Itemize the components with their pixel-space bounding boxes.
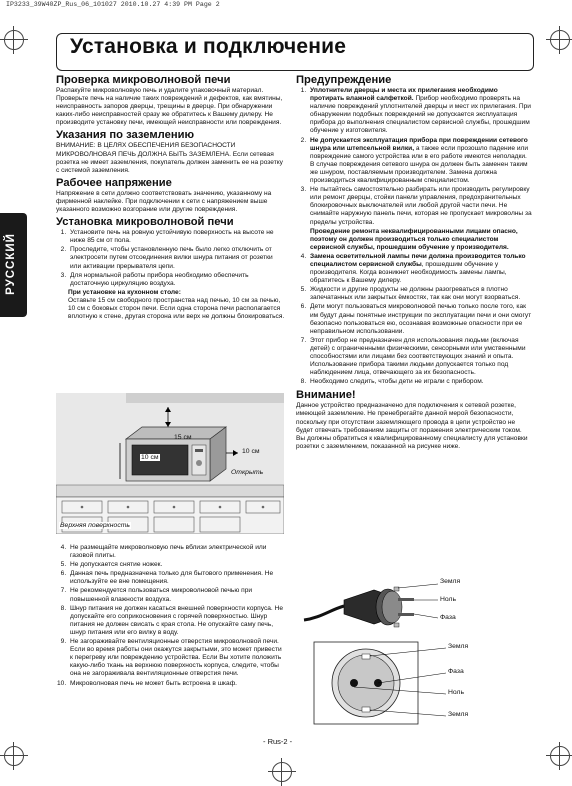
- list-item: 2. Проследите, чтобы установленную печь было легко отключить от электросети путем отсоединения вилки шнура питания от розетки или активации прерывателя цепи.: [68, 246, 285, 270]
- print-header-line: IP3233_39W40ZP_Rus_06_101027 2010.10.27 4:39 PM Page 2: [6, 1, 220, 8]
- plug-figure: [300, 576, 536, 636]
- warning-text: , прошедшим обучение у производителя. Когда возникнет необходимость замены лампы, обратитесь к Вашему дилеру.: [310, 260, 507, 285]
- microwave-clearance-illustration: [56, 393, 284, 534]
- list-item: 9. Не загораживайте вентиляционные отверстия микроволновой печи. Если во время работы они окажутся закрытыми, это может привести к перегреву или повреждению устройства. Если Вы хотите положить какую-либо ткань на верхнюю поверхность корпуса, следите, чтобы она не загораживала вентиляционные отверстия печи.: [68, 638, 285, 678]
- socket-label-neutral: Ноль: [448, 689, 465, 696]
- language-tab-label: РУССКИЙ: [5, 233, 17, 295]
- warning-text: Прибор необходимо проверять на наличие повреждений уплотнителей дверцы и мест их прилегания. При обнаружении подобных повреждений не допускается эксплуатация прибора до выполнения специалистом сервисной службы, прошедшим обучение у изготовителя.: [310, 95, 531, 135]
- section-text-voltage: Напряжение в сети должно соответствовать значению, указанному на фирменной наклейке. При подключении к сети с напряжением выше указанного возможно возгорание или другие повреждения.: [56, 189, 272, 214]
- installation-figure: [56, 393, 284, 534]
- warning-bold: Уплотнители дверцы и места их прилегания необходимо протирать влажной салфеткой.: [310, 87, 498, 103]
- warning-bold: Не допускается эксплуатация прибора при повреждении сетевого шнура или штепсельной вилки,: [310, 136, 528, 152]
- clearance-top-label: 15 см: [174, 434, 192, 441]
- attention-text: Данное устройство предназначено для подключения к сетевой розетке, имеющей заземление. Не пренебрегайте данной мерой безопасности, поскольку при отсутствии заземляющего провода в цепи устройство не будет отвечать требованиям защиты от поражения электрическим током. Вы должны обратиться к квалифицированному специалисту для установки розетки с заземлением, показанной на рисунке ниже.: [296, 402, 528, 450]
- surface-label: Верхняя поверхность: [60, 522, 130, 529]
- kitchen-subtitle: При установке на кухонном столе:: [68, 288, 181, 296]
- section-title-grounding: Указания по заземлению: [56, 129, 195, 142]
- registration-mark-icon: [550, 746, 570, 766]
- right-column: [296, 74, 532, 453]
- socket-figure: [312, 640, 536, 728]
- warning-text: а также если прозошло падение или повреждение самого устройства или в его работе имеются неполадки. В случае повреждения сетевого шнура он должен быть заменен таким же шнуром, поставляемым производителем. Замена должна производиться квалифицированным специалистом.: [310, 144, 529, 185]
- socket-label-earth: Земля: [448, 711, 469, 718]
- list-item: 5. Жидкости и другие продукты не должны разогреваться в плотно запечатанных или закрытых ёмкостях, так как они могут взорваться.: [308, 286, 532, 302]
- section-title-check: Проверка микроволновой печи: [56, 74, 231, 86]
- warning-text: Не пытайтесь самостоятельно разбирать или производить регулировку или ремонт дверцы, стойки панели управления, предохранительных блокировочных выключателей или любой другой части печи. Не снимайте наружную панель печи, которая не пропускает микроволны за пределы устройства.: [310, 186, 532, 226]
- section-title-warning: Предупреждение: [296, 74, 392, 86]
- list-item: [308, 253, 532, 285]
- list-item: 5. Не допускается снятие ножек.: [68, 561, 285, 569]
- page-title: Установка и подключение: [70, 35, 347, 58]
- page-number: - Rus-2 -: [263, 737, 293, 746]
- kitchen-text: Оставьте 15 см свободного пространства над печью, 10 см за печью, 10 см с боковых сторон печи. Если одна сторона печи располагается вплотную к стене, другая сторона или верх не должны блокироваться.: [68, 296, 285, 321]
- warning-list: [296, 87, 532, 386]
- list-item: [308, 137, 532, 186]
- clearance-back-label: 10 см: [141, 454, 159, 461]
- list-item: [308, 87, 532, 136]
- section-text-grounding: ВНИМАНИЕ: В ЦЕЛЯХ ОБЕСПЕЧЕНИЯ БЕЗОПАСНОСТИ МИКРОВОЛНОВАЯ ПЕЧЬ ДОЛЖНА БЫТЬ ЗАЗЕМЛЕНА. Если сетевая розетка не имеет заземления, покупатель должен заменить ее на розетку с системой заземления.: [56, 142, 283, 174]
- warning-bold: Замена осветительной лампы печи должна производится только специалистом сервисной службы: [310, 252, 526, 268]
- plug-illustration: [300, 576, 536, 636]
- install-list: [56, 229, 285, 288]
- socket-label-phase: Фаза: [448, 668, 464, 675]
- section-title-voltage: Рабочее напряжение: [56, 176, 172, 189]
- list-item: [308, 186, 532, 252]
- list-item: 3. Для нормальной работы прибора необходимо обеспечить достаточную циркуляцию воздуха.: [68, 272, 285, 288]
- list-item: 6. Данная печь предназначена только для бытового применения. Не используйте ее вне помещения.: [68, 570, 285, 586]
- list-item: 1. Установите печь на ровную устойчивую поверхность на высоте не ниже 85 см от пола.: [68, 229, 285, 245]
- warning-bold: Проведение ремонта неквалифицированными лицами опасно, поэтому он должен производиться только специалистом сервисной службы, прошедшим обучение у производителя.: [310, 227, 518, 251]
- list-item: 7. Этот прибор не предназначен для использования людьми (включая детей) с ограниченными физическими, сенсорными или умственными способностями или лицами без соответствующих знаний и опыта. Использование прибора такими людьми допускается только под наблюдением лица, отвечающего за их безопасность.: [308, 337, 532, 377]
- plug-label-earth: Земля: [440, 578, 461, 585]
- socket-label-earth: Земля: [448, 643, 469, 650]
- plug-label-phase: Фаза: [440, 614, 456, 621]
- list-item: 4. Не размещайте микроволновую печь вблизи электрической или газовой плиты.: [68, 544, 285, 560]
- socket-illustration: [312, 640, 536, 728]
- install-list-continued: [56, 544, 285, 688]
- registration-mark-icon: [272, 762, 292, 782]
- list-item: 10. Микроволновая печь не может быть встроена в шкаф.: [68, 680, 285, 688]
- left-column-bottom: [56, 544, 285, 689]
- plug-label-neutral: Ноль: [440, 596, 457, 603]
- registration-mark-icon: [4, 30, 24, 50]
- list-item: 6. Дети могут пользоваться микроволновой печью только после того, как им будут даны понятные инструкции по эксплуатации печи и они смогут безопасно пользоваться ею, осознавая возможные опасности при ее неправильном использовании.: [308, 303, 532, 335]
- left-column-top: [56, 74, 285, 321]
- list-item: 7. Не рекомендуется пользоваться микроволновой печью при повышенной влажности воздуха.: [68, 587, 285, 603]
- section-title-attention: Внимание!: [296, 389, 356, 402]
- list-item: 8. Шнур питания не должен касаться внешней поверхности корпуса. Не допускайте его соприкосновения с горячей поверхностью. Шнур питания не должен свисать с края стола. Не опускайте саму печь, шнур питания или его вилку в воду.: [68, 605, 285, 637]
- registration-mark-icon: [550, 30, 570, 50]
- registration-mark-icon: [4, 746, 24, 766]
- list-item: 8. Необходимо следить, чтобы дети не играли с прибором.: [308, 378, 532, 386]
- open-door-label: Открыть: [231, 469, 264, 476]
- clearance-side-label: 10 см: [242, 448, 260, 455]
- section-text-check: Распакуйте микроволновую печь и удалите упаковочный материал. Проверьте печь на наличие таких повреждений и дефектов, как вмятины, неисправность запоров дверцы, трещины в дверце. При обнаружении каких-либо неисправностей сразу же обратитесь к Вашему дилеру. Не производите установку печи, имеющей неисправности или повреждения.: [56, 87, 283, 127]
- section-title-install: Установка микроволновой печи: [56, 216, 234, 229]
